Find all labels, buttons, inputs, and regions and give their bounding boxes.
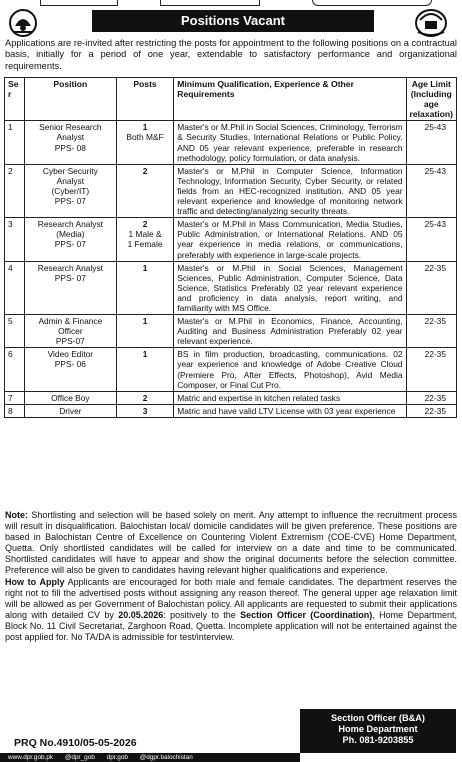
serial-cell: 5	[5, 315, 25, 348]
position-cell	[24, 404, 116, 417]
posts-line: 1 Female	[127, 239, 163, 250]
posts-cell	[116, 218, 173, 261]
posts-line: 2	[142, 219, 148, 230]
apply-text: Applicants are encouraged for both male and female candidates. The department reserves the right not to fill the advertised posts without assigning any reason thereof. The general upper age relaxation limit will be allowed as per Government of Balochistan policy. All applicants are requested to submit their applications along with detailed CV by	[5, 576, 457, 620]
table-row	[5, 315, 457, 348]
position-cell	[24, 315, 116, 348]
column-header-age-limit: Age Limit (Including age relaxation)	[406, 78, 456, 121]
page-title: Positions Vacant	[92, 10, 374, 32]
serial-cell: 2	[5, 164, 25, 217]
department-logo-icon	[414, 8, 448, 38]
note-label: Note:	[5, 510, 28, 520]
position-line: Driver	[59, 405, 82, 416]
posts-cell	[116, 348, 173, 391]
position-line: Cyber Security	[42, 165, 98, 176]
deadline-date: 20.05.2026	[118, 609, 164, 620]
requirements-cell: Master's or M.Phil in Mass Communication, Media Studies, Public Administration, or International Relations. AND 05 year experience in media relations, or communications, preferably with experience in large-scale projects.	[174, 218, 406, 261]
table-row	[5, 348, 457, 391]
posts-line: 1	[142, 122, 148, 133]
table-header-row	[5, 78, 457, 121]
website-link[interactable]: www.dpr.gob.pk	[8, 754, 54, 761]
table-row	[5, 121, 457, 164]
how-to-apply-paragraph	[5, 577, 457, 644]
contact-box	[300, 709, 456, 753]
requirements-cell: Master's or M.Phil in Social Sciences, Criminology, Terrorism & Security Studies, International Relations or Public Policy. AND 05 year relevant experience, preferable in research methodology, policy formulation, or data analysis.	[174, 121, 406, 164]
position-line: Officer	[58, 326, 83, 337]
position-line: Office Boy	[51, 392, 90, 403]
position-line: PPS- 07	[54, 239, 86, 250]
top-border-strip	[0, 0, 462, 6]
posts-line: 2	[142, 392, 148, 403]
social-links-bar	[0, 753, 300, 762]
position-line: Senior Research	[39, 122, 102, 133]
position-cell	[24, 164, 116, 217]
table-row	[5, 261, 457, 314]
table-row	[5, 218, 457, 261]
positions-table	[4, 77, 457, 418]
facebook-link[interactable]: @dgpr.balochistan	[139, 754, 193, 761]
requirements-cell: BS in film production, broadcasting, communications. 02 year experience and knowledge of Adobe Creative Cloud (Premiere Pro, After Effects, Photoshop), Avid Media Composer, or Final Cut Pro.	[174, 348, 406, 391]
posts-line: Both M&F	[126, 132, 164, 143]
age-limit-cell: 22-35	[406, 315, 456, 348]
position-cell	[24, 261, 116, 314]
position-line: (Cyber/IT)	[51, 185, 90, 196]
posts-line: 1 Male &	[128, 229, 162, 240]
age-limit-cell: 22-35	[406, 404, 456, 417]
posts-line: 1	[142, 349, 148, 360]
position-line: PPS-07	[55, 336, 85, 347]
position-line: PPS- 07	[54, 272, 86, 283]
position-line: (Media)	[56, 229, 85, 240]
column-header-position: Position	[24, 78, 116, 121]
position-line: Video Editor	[47, 349, 94, 360]
age-limit-cell: 22-35	[406, 391, 456, 404]
position-cell	[24, 391, 116, 404]
position-line: Research Analyst	[37, 219, 103, 230]
posts-cell	[116, 164, 173, 217]
office-name: Section Officer (Coordination)	[240, 609, 373, 620]
contact-phone: Ph. 081-9203855	[342, 735, 414, 746]
age-limit-cell: 25-43	[406, 164, 456, 217]
posts-line: 1	[142, 262, 148, 273]
serial-cell: 6	[5, 348, 25, 391]
position-line: Analyst	[56, 132, 85, 143]
serial-cell: 8	[5, 404, 25, 417]
notes-section	[5, 510, 457, 643]
note-paragraph	[5, 510, 457, 577]
intro-paragraph: Applications are re-invited after restricting the posts for appointment to the following positions on a contractual basis, initially for a period of one year, extendable to satisfactory performance and organizational requirements.	[5, 38, 457, 71]
instagram-link[interactable]: dpr.gob	[106, 754, 128, 761]
table-row	[5, 391, 457, 404]
posts-cell	[116, 261, 173, 314]
age-limit-cell: 22-35	[406, 261, 456, 314]
age-limit-cell: 22-35	[406, 348, 456, 391]
column-header-serial: Se r	[5, 78, 25, 121]
requirements-cell: Master's or M.Phil in Social Sciences, Management Sciences, Public Administration, Computer Science, Data Science, Statistics Preferably 02 year relevant experience and proficiency in data analysis, report writing, and familiarity with MS Office.	[174, 261, 406, 314]
position-line: PPS- 06	[54, 359, 86, 370]
table-row	[5, 164, 457, 217]
posts-cell	[116, 391, 173, 404]
serial-cell: 3	[5, 218, 25, 261]
posts-line: 1	[142, 316, 148, 327]
position-cell	[24, 218, 116, 261]
position-line: Research Analyst	[37, 262, 103, 273]
position-cell	[24, 121, 116, 164]
column-header-requirements: Minimum Qualification, Experience & Other Requirements	[174, 78, 406, 121]
twitter-link[interactable]: @dpr_gob	[64, 754, 95, 761]
posts-line: 2	[142, 165, 148, 176]
position-line: PPS- 08	[54, 142, 86, 153]
posts-cell	[116, 121, 173, 164]
position-line: PPS- 07	[54, 196, 86, 207]
contact-office-line1: Section Officer (B&A)	[331, 713, 425, 723]
requirements-cell: Master's or M.Phil in Economics, Finance, Accounting, Auditing and Business Administration Preferably 02 year relevant experience.	[174, 315, 406, 348]
table-row	[5, 404, 457, 417]
serial-cell: 1	[5, 121, 25, 164]
position-cell	[24, 348, 116, 391]
requirements-cell: Matric and expertise in kitchen related tasks	[174, 391, 406, 404]
position-line: Admin & Finance	[38, 316, 103, 327]
posts-line: 3	[142, 405, 148, 416]
requirements-cell: Matric and have valid LTV License with 03 year experience	[174, 404, 406, 417]
posts-cell	[116, 315, 173, 348]
government-logo-icon	[8, 8, 38, 38]
apply-text: , Home Department, Block No. 11 Civil Secretariat, Zarghoon Road, Quetta. Incomplete application will not be entertained against the post applied for. No TA/DA is admissible for test/interview.	[5, 609, 457, 643]
note-text: Shortlisting and selection will be based solely on merit. Any attempt to influence the recruitment process will result in disqualification. Balochistan local/ domicile candidates will be given preference. These positions are based in Balochistan Centre of Excellence on Countering Violent Extremism (COE-CVE) Home Department, Quetta. Only shortlisted candidates will be called for interview on a date and time to be communicated. Shortlisted candidates will have to appear and show the original documents before the selection committee. Preference will also be given to candidates having relevant higher qualifications and experience.	[5, 510, 457, 576]
age-limit-cell: 25-43	[406, 218, 456, 261]
how-to-apply-label: How to Apply	[5, 576, 65, 587]
posts-cell	[116, 404, 173, 417]
serial-cell: 4	[5, 261, 25, 314]
requirements-cell: Master's or M.Phil in Computer Science, Information Technology, Information Security, Cyber Security, or related fields from an HEC-recognized institution. AND 05 year relevant experience and knowledge of monitoring network traffic and detecting/analyzing security threats.	[174, 164, 406, 217]
age-limit-cell: 25-43	[406, 121, 456, 164]
apply-text: : positively to the	[163, 609, 241, 620]
prq-number: PRQ No.4910/05-05-2026	[14, 737, 137, 749]
serial-cell: 7	[5, 391, 25, 404]
position-line: Analyst	[56, 175, 85, 186]
column-header-posts: Posts	[116, 78, 173, 121]
contact-office-line2: Home Department	[338, 724, 418, 735]
